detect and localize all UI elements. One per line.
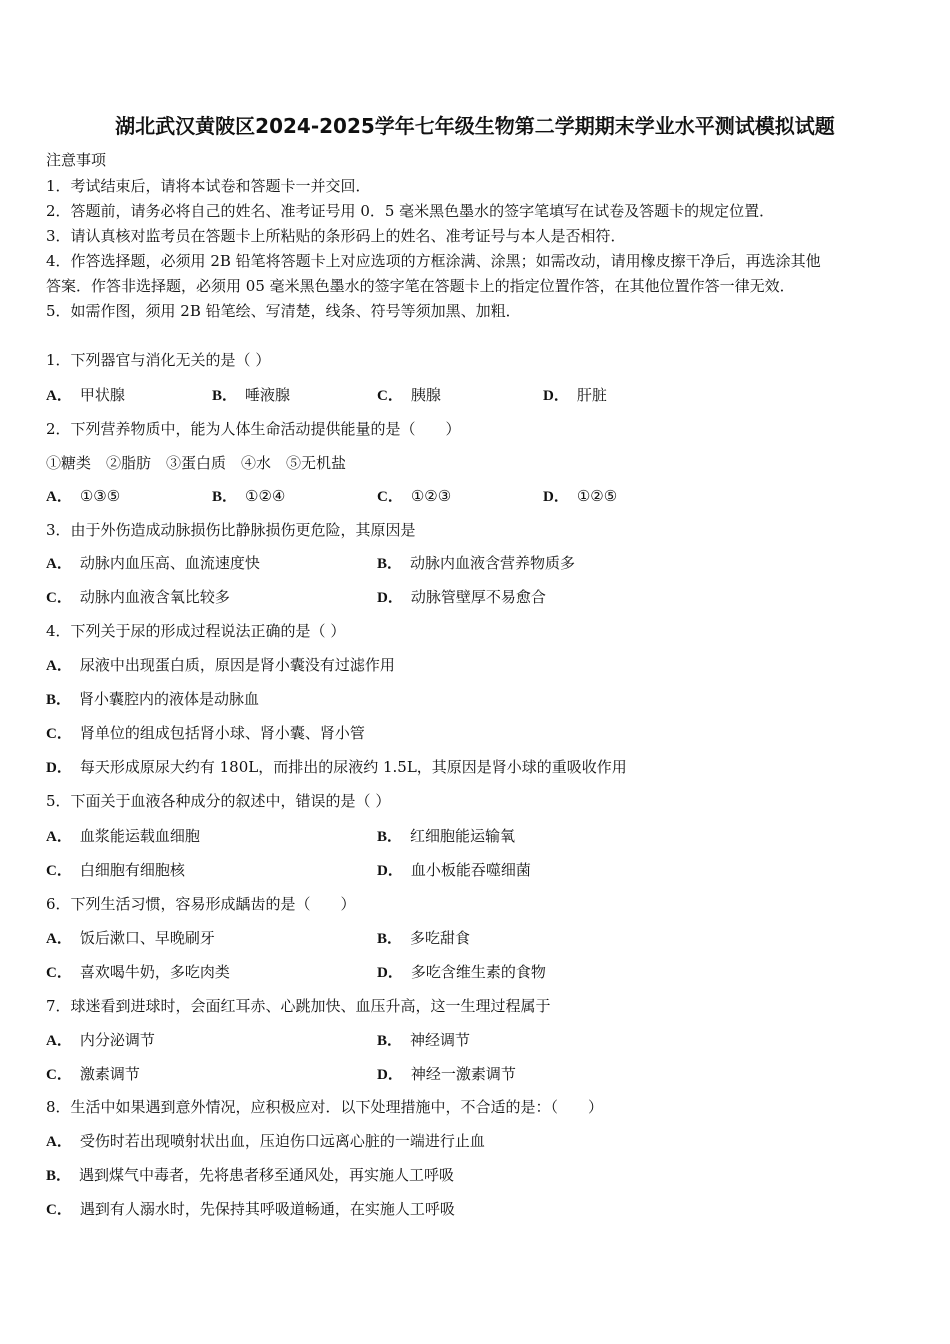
option-b: B． 动脉内血液含营养物质多	[377, 554, 576, 572]
question-extra: ①糖类 ②脂肪 ③蛋白质 ④水 ⑤无机盐	[46, 454, 347, 472]
option-c: C． 喜欢喝牛奶，多吃肉类	[46, 963, 230, 981]
notice-item: 答案．作答非选择题，必须用 05 毫米黑色墨水的签字笔在答题卡上的指定位置作答，在其他位置作答一律无效．	[46, 277, 795, 295]
option-a: A． 饭后漱口、早晚刷牙	[46, 929, 215, 947]
question-stem: 1．下列器官与消化无关的是（ ）	[46, 351, 271, 369]
option-d: D． ①②⑤	[543, 487, 618, 505]
option-a: A． ①③⑤	[46, 487, 121, 505]
option-b: B． 肾小囊腔内的液体是动脉血	[46, 690, 260, 708]
option-d: D． 血小板能吞噬细菌	[377, 861, 531, 879]
notice-item: 4．作答选择题，必须用 2B 铅笔将答题卡上对应选项的方框涂满、涂黑；如需改动，请用橡皮擦干净后，再选涂其他	[46, 252, 821, 270]
option-b: B． 多吃甜食	[377, 929, 471, 947]
option-b: B． 唾液腺	[212, 386, 291, 404]
option-a: A． 内分泌调节	[46, 1031, 155, 1049]
option-c: C． 白细胞有细胞核	[46, 861, 185, 879]
option-a: A． 动脉内血压高、血流速度快	[46, 554, 260, 572]
notice-heading: 注意事项	[46, 151, 107, 169]
option-c: C． ①②③	[377, 487, 452, 505]
option-a: A． 尿液中出现蛋白质，原因是肾小囊没有过滤作用	[46, 656, 395, 674]
question-stem: 5．下面关于血液各种成分的叙述中，错误的是（ ）	[46, 792, 391, 810]
notice-item: 3．请认真核对监考员在答题卡上所粘贴的条形码上的姓名、准考证号与本人是否相符．	[46, 227, 626, 245]
option-d: D． 神经一激素调节	[377, 1065, 516, 1083]
option-a: A． 血浆能运载血细胞	[46, 827, 200, 845]
option-d: D． 多吃含维生素的食物	[377, 963, 546, 981]
option-a: A． 受伤时若出现喷射状出血，压迫伤口远离心脏的一端进行止血	[46, 1132, 485, 1150]
page-title: 湖北武汉黄陂区2024-2025学年七年级生物第二学期期末学业水平测试模拟试题	[115, 114, 835, 138]
option-b: B． 红细胞能运输氧	[377, 827, 516, 845]
question-stem: 7．球迷看到进球时，会面红耳赤、心跳加快、血压升高，这一生理过程属于	[46, 997, 551, 1015]
option-b: B． 遇到煤气中毒者，先将患者移至通风处，再实施人工呼吸	[46, 1166, 455, 1184]
option-b: B． 神经调节	[377, 1031, 471, 1049]
question-stem: 6．下列生活习惯，容易形成龋齿的是（ ）	[46, 895, 356, 913]
question-stem: 2．下列营养物质中，能为人体生命活动提供能量的是（ ）	[46, 420, 461, 438]
question-stem: 8．生活中如果遇到意外情况，应积极应对．以下处理措施中，不合适的是：（ ）	[46, 1098, 604, 1116]
notice-item: 1．考试结束后，请将本试卷和答题卡一并交回．	[46, 177, 371, 195]
question-stem: 4．下列关于尿的形成过程说法正确的是（ ）	[46, 622, 346, 640]
option-d: D． 每天形成原尿大约有 180L，而排出的尿液约 1.5L，其原因是肾小球的重吸收作用	[46, 758, 627, 776]
option-c: C． 遇到有人溺水时，先保持其呼吸道畅通，在实施人工呼吸	[46, 1200, 455, 1218]
option-b: B． ①②④	[212, 487, 286, 505]
option-a: A． 甲状腺	[46, 386, 125, 404]
option-d: D． 动脉管壁厚不易愈合	[377, 588, 546, 606]
option-c: C． 胰腺	[377, 386, 441, 404]
option-d: D． 肝脏	[543, 386, 607, 404]
option-c: C． 动脉内血液含氧比较多	[46, 588, 230, 606]
notice-item: 5．如需作图，须用 2B 铅笔绘、写清楚，线条、符号等须加黑、加粗．	[46, 302, 521, 320]
option-c: C． 肾单位的组成包括肾小球、肾小囊、肾小管	[46, 724, 365, 742]
notice-item: 2．答题前，请务必将自己的姓名、准考证号用 0．5 毫米黑色墨水的签字笔填写在试卷及答题卡的规定位置．	[46, 202, 775, 220]
question-stem: 3．由于外伤造成动脉损伤比静脉损伤更危险，其原因是	[46, 521, 416, 539]
option-c: C． 激素调节	[46, 1065, 140, 1083]
